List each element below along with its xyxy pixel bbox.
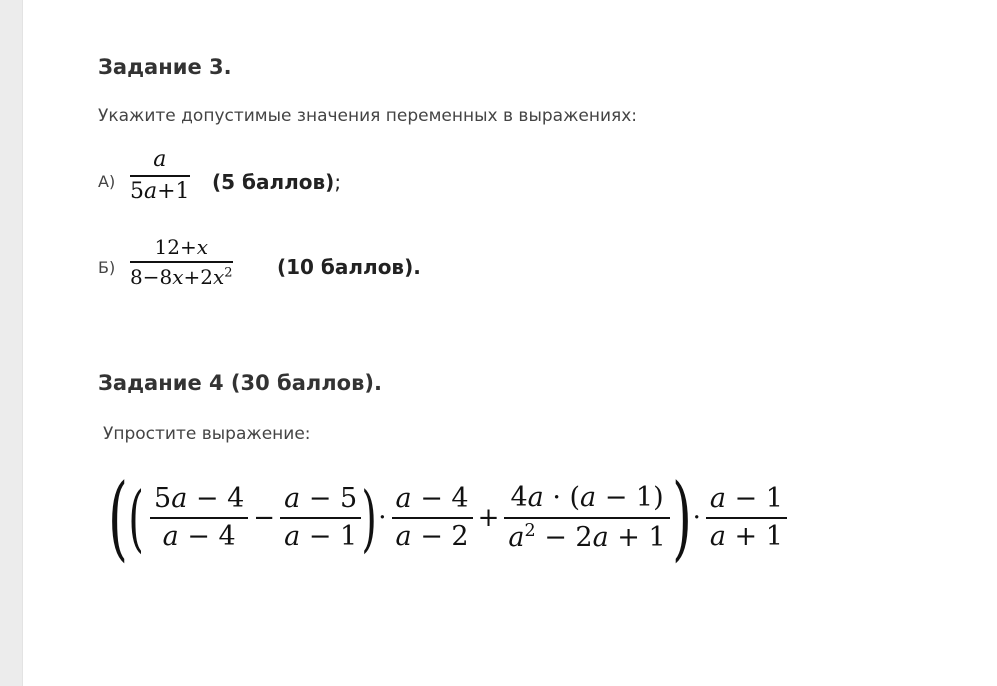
fraction-bar xyxy=(130,175,190,177)
fraction-b xyxy=(130,235,233,289)
frac-a-denominator: 5a+1 xyxy=(130,179,190,205)
left-panel-divider xyxy=(22,0,23,686)
frac-b-denominator: $8-8x+2x^2$ xyxy=(130,265,233,289)
inner-right-paren: ) xyxy=(361,476,377,560)
task3-heading: Задание 3. xyxy=(98,55,232,79)
minus-operator: − xyxy=(253,503,276,533)
inner-left-paren: ( xyxy=(128,476,144,560)
task4-heading: Задание 4 (30 баллов). xyxy=(98,371,382,395)
part-b-label: Б) xyxy=(98,258,116,277)
part-a-points: (5 баллов); xyxy=(212,170,342,194)
frac-a-numerator: a xyxy=(153,147,167,172)
fraction-1: $\frac{5a - 4}{a - 4}$ xyxy=(150,483,248,554)
task4-instruction: Упростите выражение: xyxy=(103,424,311,444)
part-a-label: А) xyxy=(98,172,116,191)
fraction-2: $\frac{a - 5}{a - 1}$ xyxy=(280,483,361,554)
dot-operator-2: · xyxy=(692,503,701,533)
dot-operator: · xyxy=(378,503,387,533)
fraction-3: $\frac{a - 4}{a - 2}$ xyxy=(392,483,473,554)
outer-right-paren: ) xyxy=(671,464,692,571)
expression xyxy=(100,464,787,571)
task3-instruction: Укажите допустимые значения переменных в выражениях: xyxy=(98,106,638,126)
outer-left-paren: ( xyxy=(108,464,128,571)
part-b-points: (10 баллов). xyxy=(277,255,421,279)
fraction-a xyxy=(130,147,190,206)
left-panel-edge xyxy=(0,0,22,686)
fraction-5: $\frac{a - 1}{a + 1}$ xyxy=(706,483,787,554)
plus-operator: + xyxy=(477,503,500,533)
frac-b-numerator: 12+x xyxy=(154,235,209,259)
fraction-4: $\frac{4a \cdot (a - 1)}{a^2 - 2a + 1}$ xyxy=(504,482,669,554)
fraction-bar xyxy=(130,261,233,263)
